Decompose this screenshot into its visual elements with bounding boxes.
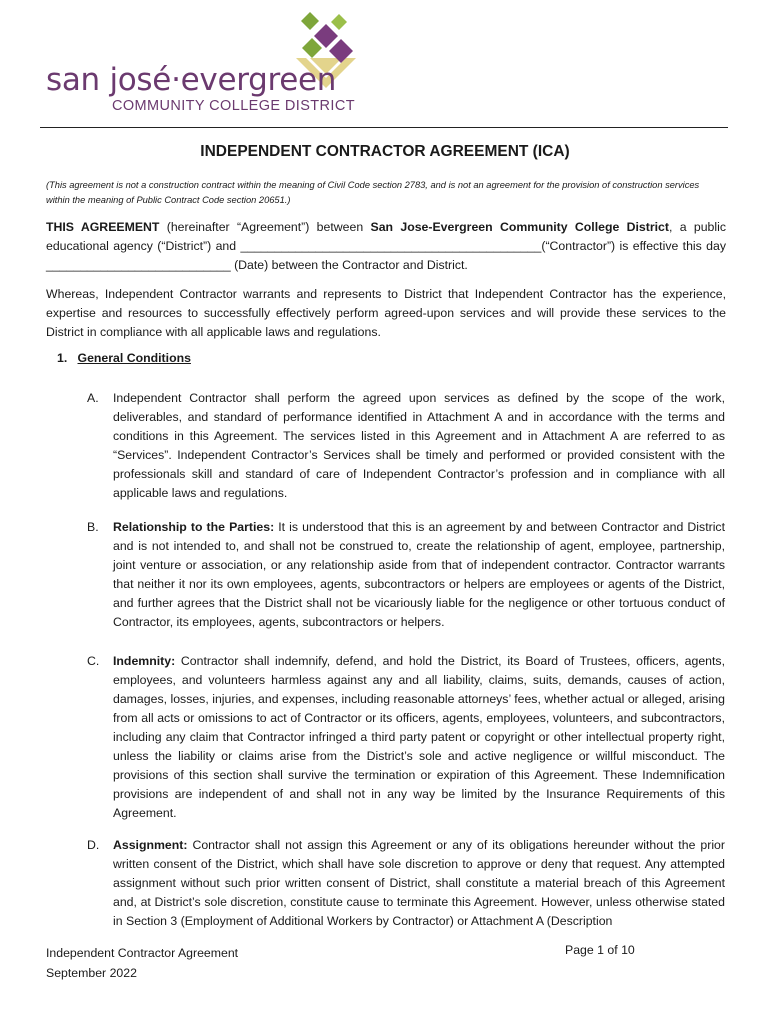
item-letter: B. bbox=[87, 520, 99, 534]
footer-date: September 2022 bbox=[46, 966, 137, 980]
footer-document-name: Independent Contractor Agreement bbox=[46, 946, 239, 960]
item-letter: D. bbox=[87, 838, 100, 852]
logo-wordmark: san josé·evergreen bbox=[46, 62, 337, 98]
item-text: Relationship to the Parties: It is understood that this is an agreement by and between Contractor and District and is not intended to, and shall not be construed to, create the relationship of agent, employee, partnership, joint venture or association, or any relationship aside from that of independent contractor. Contractor warrants that neither it nor its own employees, agents, subcontractors or helpers are employees or agents of the District, and further agrees that the District shall not be vicariously liable for the negligence or other tortuous conduct of Contractor, its employees, agents, subcontractors or helpers. bbox=[113, 520, 725, 629]
item-text: Indemnity: Contractor shall indemnify, defend, and hold the District, its Board of Trustees, officers, agents, employees, and volunteers harmless against any and all liability, claims, suits, demands, causes of action, damages, losses, injuries, and expenses, including reasonable attorneys’ fees, whether actual or alleged, arising from all acts or omissions to act of Contractor or its officers, agents, employees, volunteers, and subcontractors, including any claim that Contractor infringed a third party patent or copyright or other intellectual property right, unless the liability or claims arise from the District’s sole and active negligence or willful misconduct. The provisions of this section shall survive the termination or expiration of this Agreement. These Indemnification provisions are independent of and shall not in any way be limited by the Insurance Requirements of this Agreement. bbox=[113, 654, 725, 820]
footer-left bbox=[46, 943, 238, 983]
document-title: INDEPENDENT CONTRACTOR AGREEMENT (ICA) bbox=[200, 143, 570, 160]
item-text: Assignment: Contractor shall not assign this Agreement or any of its obligations hereunder without the prior written consent of the District, which shall have sole discretion to approve or deny that request. Any attempted assignment without such prior written consent of District, shall constitute a material breach of this Agreement and, at District’s sole discretion, constitute cause to terminate this Agreement. However, unless otherwise stated in Section 3 (Employment of Additional Workers by Contractor) or Attachment A (Description bbox=[113, 838, 725, 928]
item-text: Independent Contractor shall perform the agreed upon services as defined by the scope of the work, deliverables, and standard of performance identified in Attachment A and in accordance with the terms and conditions in this Agreement. The services listed in this Agreement and in Attachment A are referred to as “Services”. Independent Contractor’s Services shall be timely and performed or provided consistent with the professionals skill and standard of care of Independent Contractor’s profession and in compliance with all applicable laws and regulations. bbox=[113, 391, 725, 500]
disclaimer: (This agreement is not a construction contract within the meaning of Civil Code section 2783, and is not an agreement for the provision of construction services within the meaning of Public Contract Code section 20651.) bbox=[46, 180, 700, 205]
item-letter: A. bbox=[87, 391, 99, 405]
item-letter: C. bbox=[87, 654, 100, 668]
logo-subtitle: COMMUNITY COLLEGE DISTRICT bbox=[112, 98, 355, 114]
section-heading: 1. General Conditions bbox=[57, 351, 191, 365]
header-divider bbox=[40, 127, 728, 128]
intro-paragraph: THIS AGREEMENT (hereinafter “Agreement”) between San Jose-Evergreen Community College District, a public educational agency (“District”) and ____________________________________________(“Contractor”) is effective this day ___________________________ (Date) between the Contractor and District. bbox=[46, 220, 726, 272]
whereas-paragraph: Whereas, Independent Contractor warrants and represents to District that Independent Contractor has the experience, expertise and resources to successfully effectively perform agreed-upon services and will provide these services to the District in compliance with all applicable laws and regulations. bbox=[46, 287, 726, 339]
page-number: Page 1 of 10 bbox=[565, 943, 635, 957]
